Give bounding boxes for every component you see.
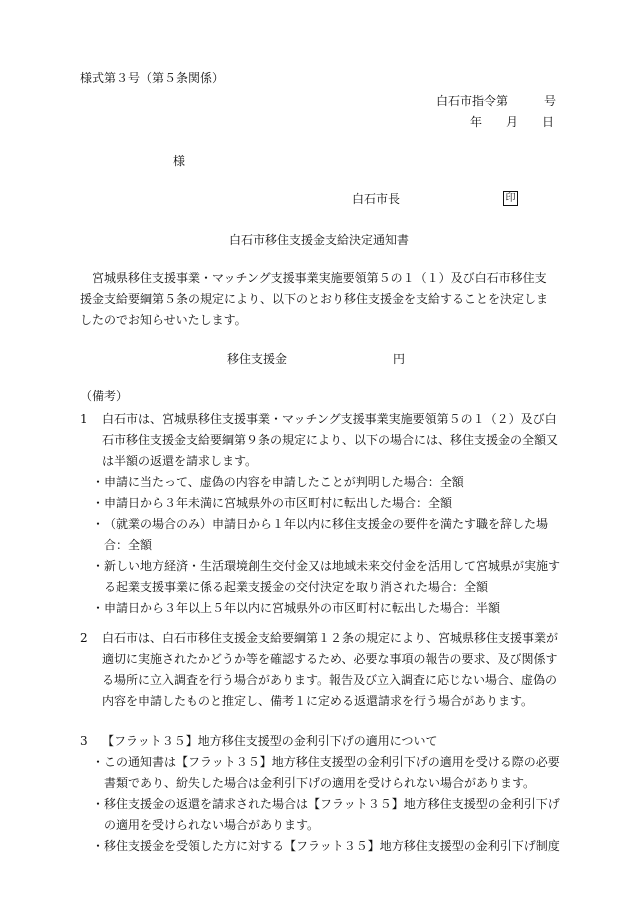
remark-item	[80, 409, 560, 472]
issuer-name: 白石市長	[352, 192, 401, 206]
remark-bullet: ・ 新しい地方経済・生活環境創生交付金又は地域未来交付金を活用して宮城県が実施する起業支援事業に係る起業支援金の交付決定を取り消された場合：全額	[92, 559, 561, 594]
issue-date: 年 月 日	[470, 115, 555, 129]
remark-number: 1	[80, 412, 88, 426]
bullet-text: 移住支援金の返還を請求された場合は【フラット３５】地方移住支援型の金利引下げの適用を受けられない場合があります。	[104, 797, 560, 832]
remark-item	[80, 731, 560, 752]
remark-bullet: ・ （就業の場合のみ）申請日から１年以内に移住支援金の要件を満たす職を辞した場合：全額	[92, 517, 549, 552]
intro-text: 宮城県移住支援事業・マッチング支援事業実施要領第５の１（１）及び白石市移住支援金支給要綱第５条の規定により、以下のとおり移住支援金を支給することを決定しましたのでお知らせいたします。	[80, 271, 549, 327]
remark-text: 白石市は、白石市移住支援金支給要綱第１２条の規定により、宮城県移住支援事業が適切に実施されたかどうか等を確認するため、必要な事項の報告の要求、及び関係する場所に立入調査を行う場合があります。報告及び立入調査に応じない場合、虚偽の内容を申請したものと推定し、備考１に定める返還請求を行う場合があります。	[102, 631, 559, 708]
bullet-text: この通知書は【フラット３５】地方移住支援型の金利引下げの適用を受ける際の必要書類であり、紛失した場合は金利引下げの適用を受けられない場合があります。	[104, 755, 560, 790]
bullet-text: 申請に当たって、虚偽の内容を申請したことが判明した場合：全額	[104, 475, 464, 489]
remark-bullet: ・ 申請日から３年未満に宮城県外の市区町村に転出した場合：全額	[92, 496, 453, 510]
seal-mark: 印	[503, 191, 518, 206]
bullet-text: 新しい地方経済・生活環境創生交付金又は地域未来交付金を活用して宮城県が実施する起業支援事業に係る起業支援金の交付決定を取り消された場合：全額	[104, 559, 561, 594]
remark-bullet: ・ 申請に当たって、虚偽の内容を申請したことが判明した場合：全額	[92, 475, 464, 489]
remark-bullet: ・ 移住支援金を受領した方に対する【フラット３５】地方移住支援型の金利引下げ制度	[92, 839, 560, 853]
remark-text: 【フラット３５】地方移住支援型の金利引下げの適用について	[102, 734, 438, 748]
form-number: 様式第３号（第５条関係）	[80, 71, 225, 85]
remark-2	[80, 628, 560, 712]
bullet-text: （就業の場合のみ）申請日から１年以内に移住支援金の要件を満たす職を辞した場合：全額	[104, 517, 549, 552]
intro-paragraph	[80, 268, 555, 331]
amount-label: 移住支援金	[227, 352, 288, 366]
remark-number: 3	[80, 734, 88, 748]
bullet-text: 申請日から３年以上５年以内に宮城県外の市区町村に転出した場合：半額	[104, 601, 501, 615]
bullet-text: 移住支援金を受領した方に対する【フラット３５】地方移住支援型の金利引下げ制度	[104, 839, 560, 853]
document-title: 白石市移住支援金支給決定通知書	[229, 233, 410, 247]
remark-bullet: ・ この通知書は【フラット３５】地方移住支援型の金利引下げの適用を受ける際の必要書類であり、紛失した場合は金利引下げの適用を受けられない場合があります。	[92, 755, 560, 790]
remark-bullet: ・ 申請日から３年以上５年以内に宮城県外の市区町村に転出した場合：半額	[92, 601, 501, 615]
remark-bullet: ・ 移住支援金の返還を請求された場合は【フラット３５】地方移住支援型の金利引下げの適用を受けられない場合があります。	[92, 797, 560, 832]
remark-1	[80, 409, 560, 619]
amount-unit: 円	[393, 352, 406, 366]
remark-number: 2	[80, 631, 88, 645]
bullet-text: 申請日から３年未満に宮城県外の市区町村に転出した場合：全額	[104, 496, 453, 510]
remark-text: 白石市は、宮城県移住支援事業・マッチング支援事業実施要領第５の１（２）及び白石市移住支援金支給要綱第９条の規定により、以下の場合には、移住支援金の全額又は半額の返還を請求します。	[102, 412, 559, 468]
remarks-heading: （備考）	[80, 389, 129, 403]
remark-item	[80, 628, 560, 712]
document-number: 白石市指令第 号	[436, 94, 557, 108]
recipient-suffix: 様	[173, 154, 186, 168]
remark-3	[80, 731, 560, 857]
